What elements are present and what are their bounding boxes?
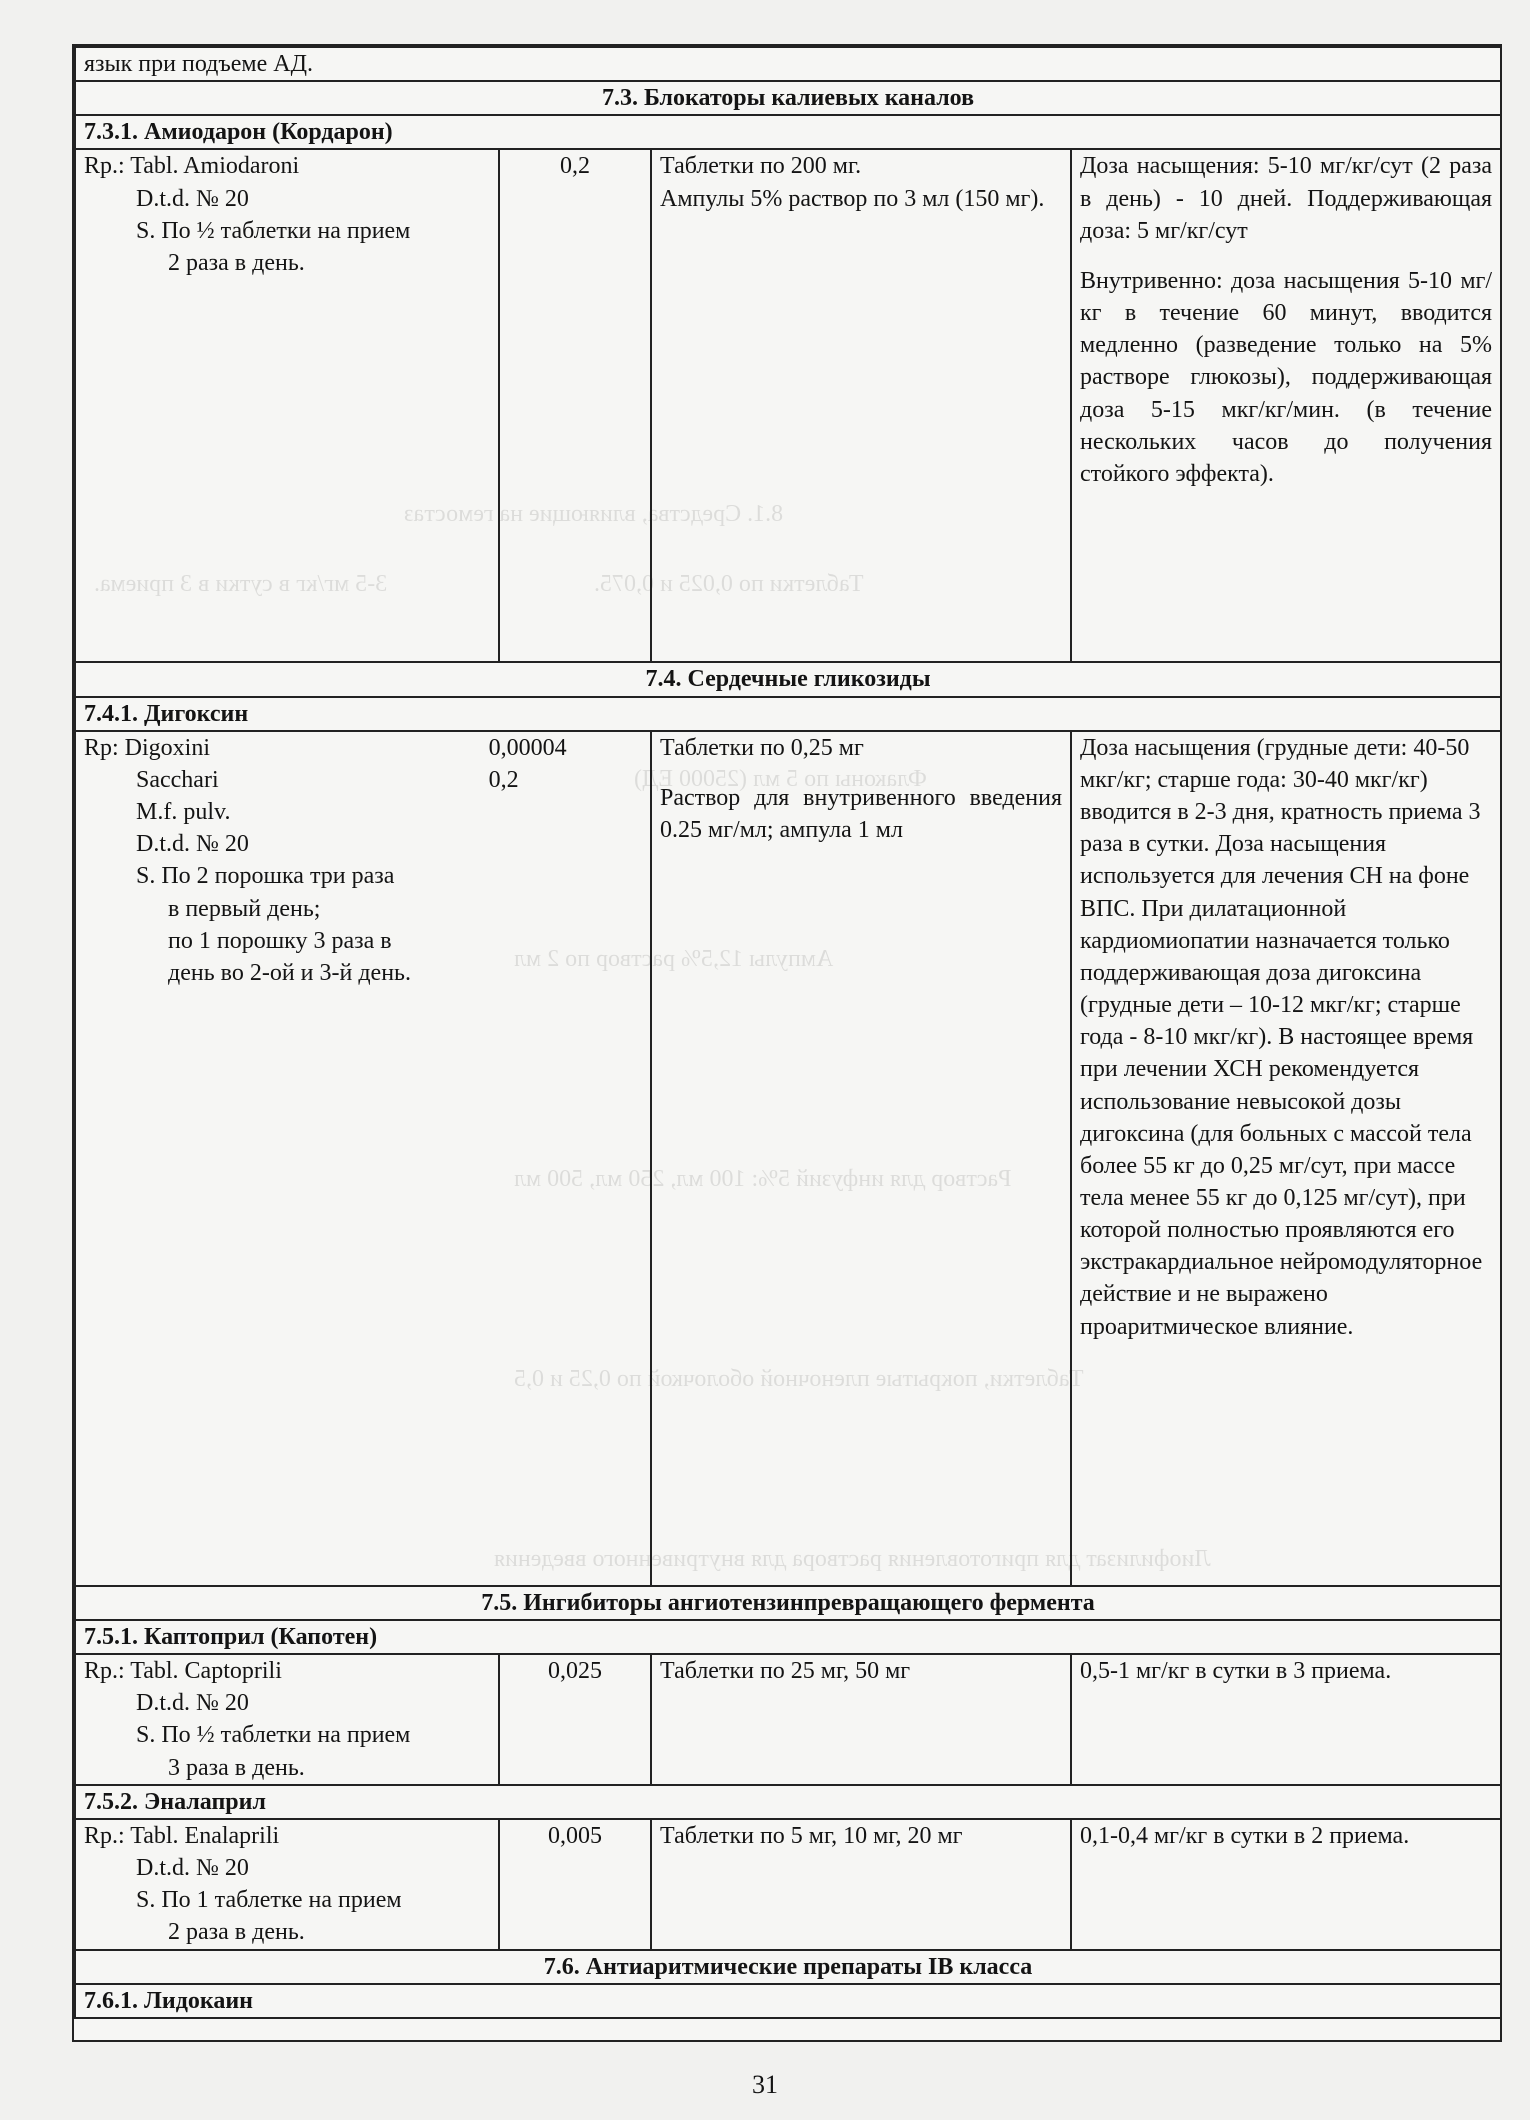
- bleed-line: Ампулы 12,5% раствор по 2 мл: [514, 946, 834, 972]
- dosage-cell: [1071, 731, 1501, 1586]
- dosage-text: Доза насыщения: 5-10 мг/кг/сут (2 раза в день) - 10 дней. Поддерживающая доза: 5 мг/кг/сут: [1080, 153, 1493, 244]
- section-heading: 7.3. Блокаторы калиевых каналов: [75, 81, 1501, 115]
- prescription-cell: [75, 1819, 499, 1950]
- section-heading: 7.6. Антиаритмические препараты IB класса: [75, 1950, 1501, 1984]
- rx-line: S. По 2 порошка три раза: [136, 863, 395, 890]
- dosage-cell: [1071, 149, 1501, 662]
- continuation-text: язык при подъеме АД.: [75, 47, 1501, 81]
- table-row: [75, 1984, 1501, 2018]
- bleed-line: Таблетки, покрытые пленочной оболочкой по 0,25 и 0,5: [514, 1366, 1084, 1392]
- rx-line: Sacchari: [136, 766, 219, 793]
- rx-line: по 1 порошку 3 раза в: [168, 927, 392, 954]
- table-row: [75, 47, 1501, 81]
- dosage-cell: 0,1-0,4 мг/кг в сутки в 2 приема.: [1071, 1819, 1501, 1950]
- subsection-heading: 7.3.1. Амиодарон (Кордарон): [75, 115, 1501, 149]
- dosage-cell: 0,5-1 мг/кг в сутки в 3 приема.: [1071, 1654, 1501, 1785]
- rx-line: Rp: Digoxini: [84, 734, 211, 761]
- rx-line: S. По ½ таблетки на прием: [136, 1722, 411, 1749]
- prescription-cell: [75, 1654, 499, 1785]
- table-row: [75, 1785, 1501, 1819]
- forms-cell: Таблетки по 25 мг, 50 мг: [651, 1654, 1071, 1785]
- dosage-text: Внутривенно: доза насыщения 5-10 мг/кг в течение 60 минут, вводится медленно (разведение только на 5% растворе глюкозы), поддерживающая доза 5-15 мкг/кг/мин. (в течение нескольких часов до получения стойкого эффекта).: [1080, 267, 1493, 487]
- dosage-text: Доза насыщения (грудные дети: 40-50 мкг/кг; старше года: 30-40 мкг/кг) вводится в 2-3 дня, кратность приема 3 раза в сутки. Доза насыщения используется для лечения СН на фоне ВПС. При дилатационной кардиомиопатии назначается только поддерживающая доза дигоксина (грудные дети – 10-12 мкг/кг; старше года - 8-10 мкг/кг). В настоящее время при лечении ХСН рекомендуется использование невысокой дозы дигоксина (для больных с массой тела более 55 кг до 0,25 мг/сут, при массе тела менее 55 кг до 0,125 мг/сут), при которой полностью проявляются его экстракардиальное нейромодуляторное действие и не выражено проаритмическое влияние.: [1080, 734, 1483, 1340]
- rx-line: Rp.: Tabl. Enalaprili: [84, 1822, 280, 1849]
- rx-line: 2 раза в день.: [168, 249, 305, 276]
- rx-line: S. По ½ таблетки на прием: [136, 217, 411, 244]
- rx-line: D.t.d. № 20: [136, 1855, 249, 1882]
- amount-cell: 0,025: [499, 1654, 651, 1785]
- table-row: [75, 81, 1501, 115]
- section-heading: 7.5. Ингибиторы ангиотензинпревращающего фермента: [75, 1586, 1501, 1620]
- forms-cell: Таблетки по 5 мг, 10 мг, 20 мг: [651, 1819, 1071, 1950]
- table-row: [75, 115, 1501, 149]
- bleed-line: Флаконы по 5 мл (25000 ЕД): [634, 766, 927, 792]
- table-row: [75, 1620, 1501, 1654]
- form-text: Таблетки по 0,25 мг: [660, 734, 864, 761]
- table-row: [75, 1586, 1501, 1620]
- bleed-line: Раствор для инфузий 5%: 100 мл, 250 мл, 500 мл: [514, 1166, 1012, 1192]
- rx-line: 2 раза в день.: [168, 1919, 305, 1946]
- rx-line: день во 2-ой и 3-й день.: [168, 959, 411, 986]
- rx-line: S. По 1 таблетке на прием: [136, 1887, 402, 1914]
- forms-cell: [651, 149, 1071, 662]
- rx-line: D.t.d. № 20: [136, 831, 249, 858]
- form-text: Ампулы 5% раствор по 3 мл (150 мг).: [660, 185, 1045, 212]
- prescription-cell: [75, 731, 651, 1586]
- rx-line: Rp.: Tabl. Captoprili: [84, 1658, 282, 1685]
- amount-text: 0,2: [488, 766, 519, 793]
- bleed-line: 3-5 мг/кг в сутки в 3 приема.: [94, 571, 388, 597]
- form-text: Таблетки по 200 мг.: [660, 153, 862, 180]
- form-text: Раствор для внутривенного введения 0.25 мг/мл; ампула 1 мл: [660, 784, 1062, 844]
- rx-line: D.t.d. № 20: [136, 185, 249, 212]
- drug-table: [74, 46, 1502, 2019]
- rx-line: D.t.d. № 20: [136, 1690, 249, 1717]
- table-row: [75, 149, 1501, 662]
- table-row: [75, 662, 1501, 696]
- bleed-line: 8.1. Средства, влияющие на гемостаз: [404, 501, 784, 527]
- bleed-line: Лиофилизат для приготовления раствора для внутривенного введения: [494, 1546, 1211, 1572]
- rx-line: Rp.: Tabl. Amiodaroni: [84, 153, 300, 180]
- rx-line: в первый день;: [168, 895, 321, 922]
- table-row: [75, 731, 1501, 1586]
- table-row: [75, 1819, 1501, 1950]
- table-row: [75, 1950, 1501, 1984]
- prescription-cell: [75, 149, 499, 662]
- section-heading: 7.4. Сердечные гликозиды: [75, 662, 1501, 696]
- subsection-heading: 7.6.1. Лидокаин: [75, 1984, 1501, 2018]
- amount-cell: 0,2: [499, 149, 651, 662]
- table-row: [75, 697, 1501, 731]
- amount-text: 0,00004: [488, 734, 567, 761]
- page-number: 31: [752, 2070, 778, 2099]
- rx-line: M.f. pulv.: [136, 799, 231, 826]
- table-row: [75, 1654, 1501, 1785]
- rx-line: 3 раза в день.: [168, 1754, 305, 1781]
- document-page: [72, 44, 1502, 2042]
- subsection-heading: 7.5.1. Каптоприл (Капотен): [75, 1620, 1501, 1654]
- subsection-heading: 7.5.2. Эналаприл: [75, 1785, 1501, 1819]
- forms-cell: [651, 731, 1071, 1586]
- subsection-heading: 7.4.1. Дигоксин: [75, 697, 1501, 731]
- bleed-line: Таблетки по 0,025 и 0,075.: [594, 571, 864, 597]
- amount-cell: 0,005: [499, 1819, 651, 1950]
